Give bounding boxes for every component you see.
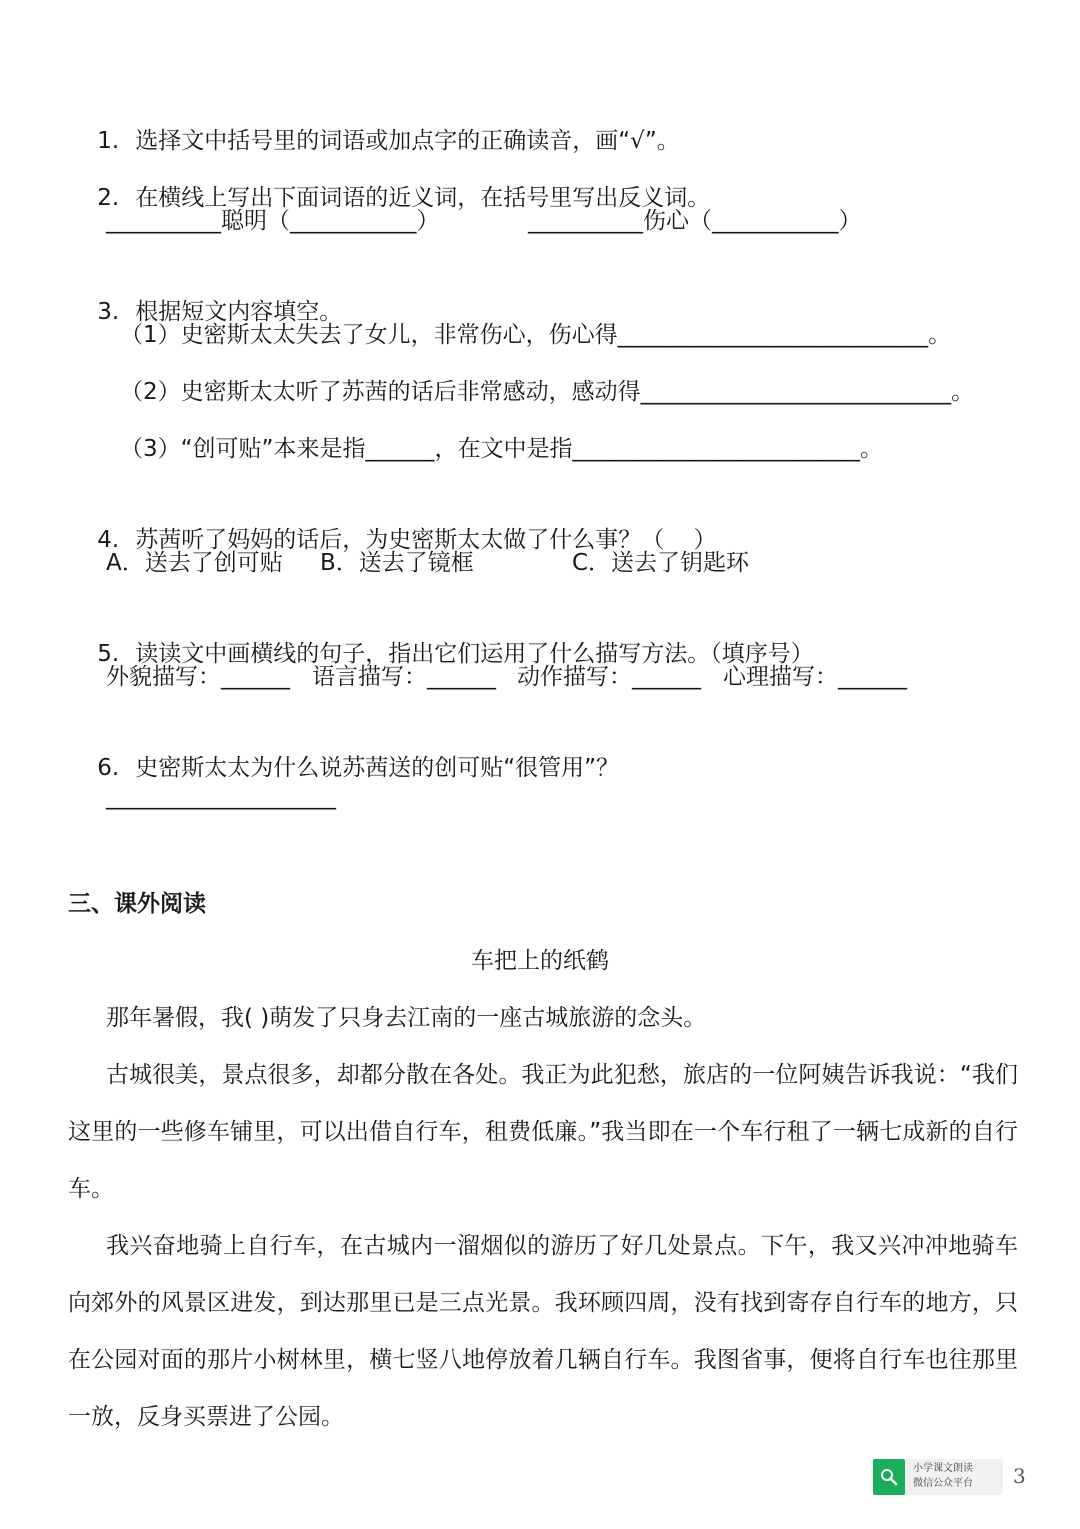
- question-number: 5.: [97, 641, 120, 667]
- q4-option-a: A．送去了创可贴: [106, 550, 283, 576]
- question-number: 1.: [97, 128, 120, 154]
- badge-line-2: 微信公众平台: [913, 1478, 973, 1489]
- badge-label: [913, 1461, 973, 1491]
- q5-fill-action: 动作描写：______: [517, 664, 701, 690]
- paragraph-3: 我兴奋地骑上自行车，在古城内一溜烟似的游历了好几处景点。下午，我又兴冲冲地骑车向郊外的风景区进发，到达那里已是三点光景。我环顾四周，没有找到寄存自行车的地方，只在公园对面的那片小树林里，横七竖八地停放着几辆自行车。我图省事，便将自行车也往那里一放，反身买票进了公园。: [68, 1233, 1018, 1430]
- section-heading: 三、课外阅读: [68, 891, 206, 917]
- q5-fill-language: 语言描写：______: [312, 664, 496, 690]
- q4-option-b: B．送去了镜框: [320, 550, 474, 576]
- q5-fill-psychology: 心理描写：______: [723, 664, 907, 690]
- paragraph-2: 古城很美，景点很多，却都分散在各处。我正为此犯愁，旅店的一位阿姨告诉我说：“我们这里的一些修车铺里，可以出借自行车，租费低廉。”我当即在一个车行租了一辆七成新的自行车。: [68, 1062, 1018, 1202]
- q3-item-2: （2）史密斯太太听了苏茜的话后非常感动，感动得___________________________。: [120, 379, 975, 405]
- question-text: 苏茜听了妈妈的话后，为史密斯太太做了什么事？（ ）: [135, 527, 717, 553]
- question-text: 根据短文内容填空。: [135, 299, 343, 325]
- question-number: 3.: [97, 299, 120, 325]
- question-text: 在横线上写出下面词语的近义词，在括号里写出反义词。: [135, 185, 711, 211]
- question-text: 选择文中括号里的词语或加点字的正确读音，画“√”。: [135, 128, 680, 154]
- question-text: 史密斯太太为什么说苏茜送的创可贴“很管用”？: [135, 755, 620, 781]
- question-text: 读读文中画横线的句子，指出它们运用了什么描写方法。（填序号）: [135, 641, 814, 667]
- search-icon: [873, 1459, 905, 1495]
- q3-item-1: （1）史密斯太太失去了女儿，非常伤心，伤心得___________________________。: [120, 322, 952, 348]
- q2-fill-b: __________伤心（___________）: [528, 208, 862, 234]
- paragraph-1: 那年暑假，我( )萌发了只身去江南的一座古城旅游的念头。: [106, 1005, 707, 1031]
- q4-option-c: C．送去了钥匙环: [572, 550, 750, 576]
- q2-fill-a: __________聪明（___________）: [106, 208, 440, 234]
- page-number: 3: [1013, 1464, 1026, 1488]
- q6-answer-blank: ____________________: [106, 784, 336, 810]
- question-number: 4.: [97, 527, 120, 553]
- q3-item-3: （3）“创可贴”本来是指______，在文中是指_________________________。: [120, 436, 883, 462]
- story-title: 车把上的纸鹤: [471, 948, 609, 974]
- question-number: 6.: [97, 755, 120, 781]
- q5-fill-appearance: 外貌描写：______: [106, 664, 290, 690]
- badge-line-1: 小学课文朗读: [913, 1463, 973, 1474]
- question-number: 2.: [97, 185, 120, 211]
- wechat-platform-badge: [873, 1459, 1003, 1495]
